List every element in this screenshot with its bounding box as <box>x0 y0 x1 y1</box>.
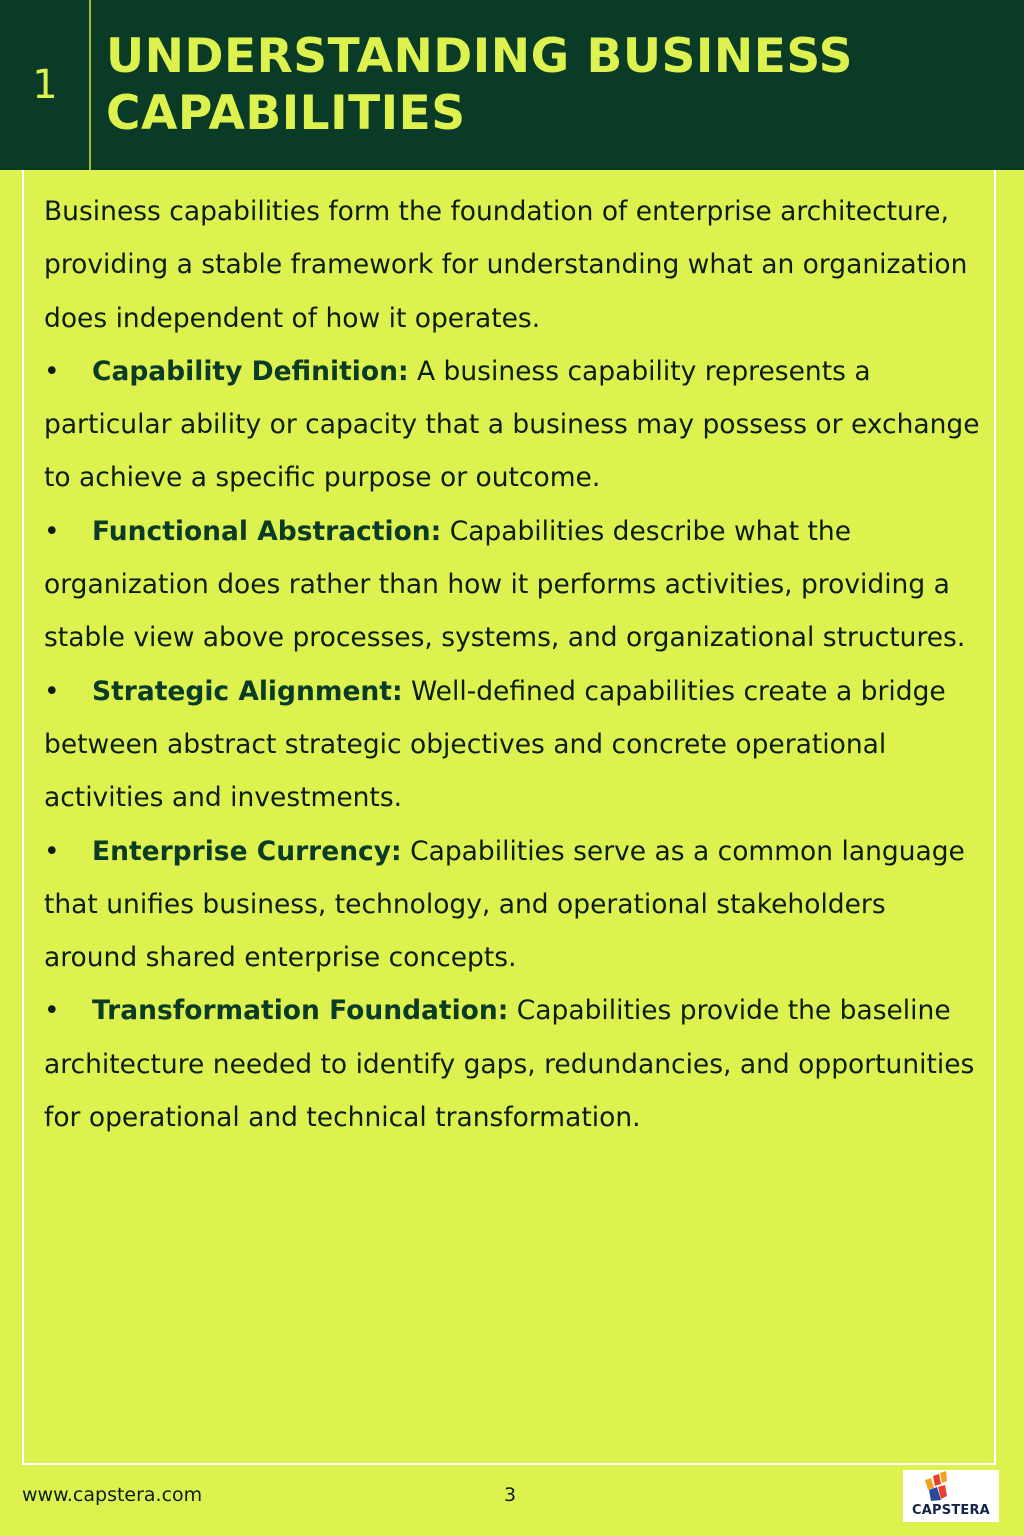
capstera-logo <box>903 1470 999 1522</box>
page-number: 3 <box>503 1484 517 1506</box>
logo-mark-icon <box>903 1470 999 1504</box>
page-header <box>0 0 1024 170</box>
bullet-text: Capabilities provide the baseline architecture needed to identify gaps, redundancies, and opportunities for operational and technical transformation. <box>44 995 975 1134</box>
footer-website-link[interactable]: www.capstera.com <box>22 1484 203 1506</box>
bullet-icon: • <box>44 835 60 867</box>
bullet-item <box>44 665 984 825</box>
content-body <box>44 185 984 1144</box>
bullet-text: A business capability represents a particular ability or capacity that a business may possess or exchange to achieve a specific purpose or outcome. <box>44 355 980 494</box>
bullet-icon: • <box>44 355 60 387</box>
bullet-text: Capabilities serve as a common language that unifies business, technology, and operational stakeholders around shared enterprise concepts. <box>44 835 965 974</box>
bullet-term: Strategic Alignment: <box>92 675 403 707</box>
bullet-term: Capability Definition: <box>92 355 409 387</box>
bullet-term: Transformation Foundation: <box>92 995 509 1027</box>
intro-paragraph: Business capabilities form the foundation of enterprise architecture, providing a stable framework for understanding what an organization does independent of how it operates. <box>44 196 968 334</box>
page-title: UNDERSTANDING BUSINESS CAPABILITIES <box>106 29 853 141</box>
bullet-item <box>44 825 984 985</box>
bullet-term: Enterprise Currency: <box>92 835 402 867</box>
bullet-item <box>44 345 984 505</box>
bullet-item <box>44 505 984 665</box>
bullet-text: Well-defined capabilities create a bridge between abstract strategic objectives and concrete operational activities and investments. <box>44 675 946 814</box>
bullet-icon: • <box>44 515 60 547</box>
header-divider <box>89 0 91 170</box>
bullet-term: Functional Abstraction: <box>92 515 442 547</box>
section-number: 1 <box>32 62 58 108</box>
logo-wordmark: CAPSTERA <box>912 1503 990 1518</box>
bullet-icon: • <box>44 675 60 707</box>
bullet-icon: • <box>44 995 60 1027</box>
bullet-item <box>44 984 984 1144</box>
bullet-text: Capabilities describe what the organization does rather than how it performs activities, providing a stable view above processes, systems, and organizational structures. <box>44 515 966 654</box>
